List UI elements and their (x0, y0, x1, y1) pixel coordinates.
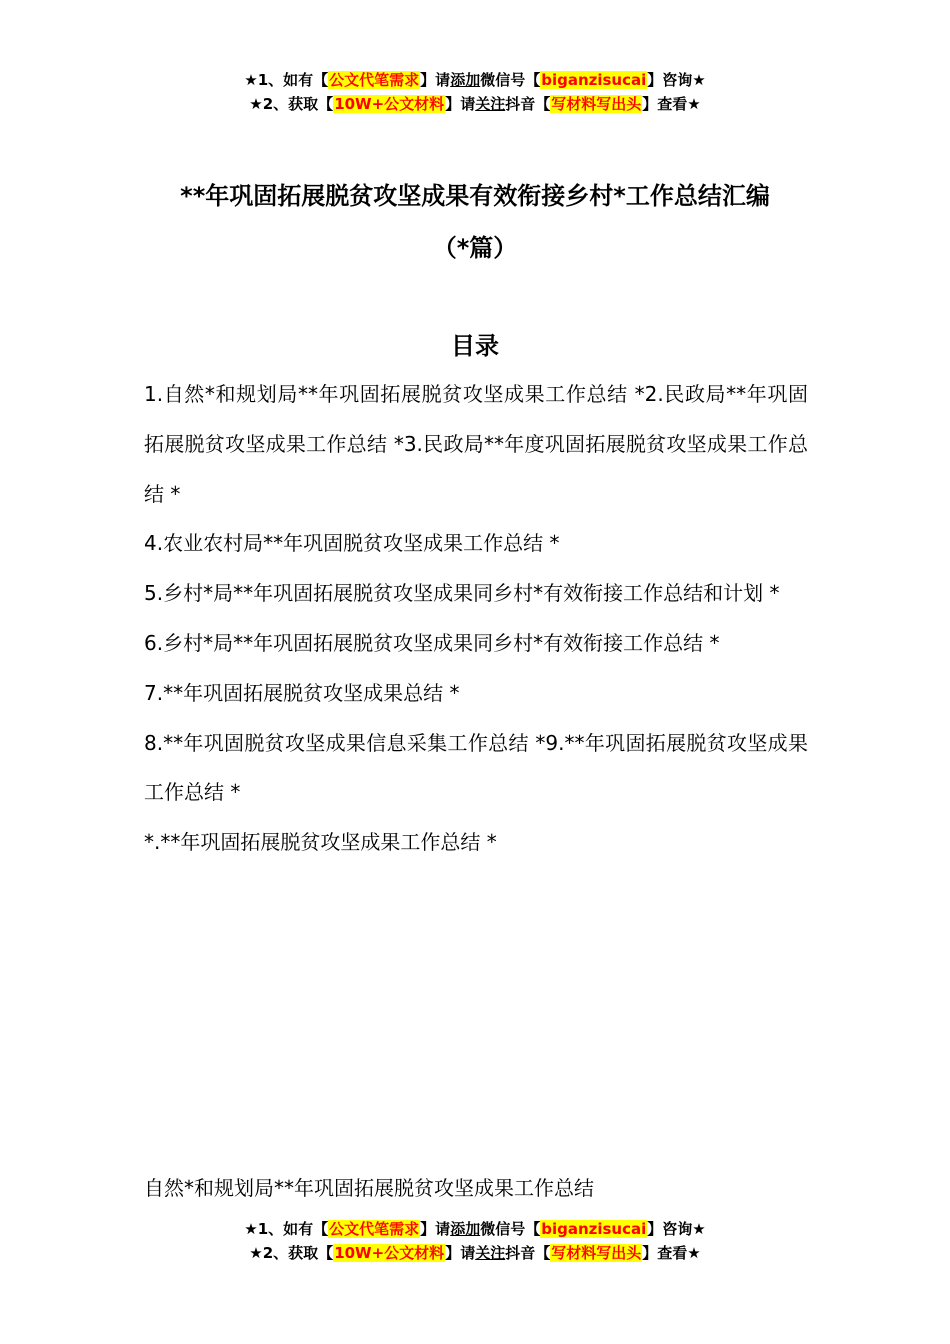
section-title: 自然*和规划局**年巩固拓展脱贫攻坚成果工作总结 (144, 1176, 594, 1200)
header-banner (0, 68, 950, 116)
banner-text: 】查看★ (642, 1244, 701, 1262)
banner-text: 】请 (445, 95, 476, 113)
banner-highlight: 公文代笔需求 (329, 1220, 420, 1238)
toc-item[interactable]: 4.农业农村局**年巩固脱贫攻坚成果工作总结 * (144, 531, 560, 556)
toc-heading: 目录 (451, 332, 499, 360)
banner-highlight: 10W+公文材料 (334, 95, 445, 113)
banner-text: 】请 (445, 1244, 476, 1262)
toc-item[interactable]: *.**年巩固拓展脱贫攻坚成果工作总结 * (144, 830, 497, 855)
banner-text: 】咨询★ (647, 1220, 706, 1238)
banner-highlight: biganzisucai (541, 1220, 647, 1238)
banner-text: 微信号【 (480, 1220, 541, 1238)
banner-text: 微信号【 (480, 71, 541, 89)
banner-text: 抖音【 (505, 1244, 551, 1262)
banner-text: 】咨询★ (647, 71, 706, 89)
document-subtitle: （*篇） (432, 234, 518, 262)
banner-line-1 (0, 1217, 950, 1241)
banner-text: ★2、获取【 (249, 95, 334, 113)
toc-item[interactable]: 1.自然*和规划局**年巩固拓展脱贫攻坚成果工作总结 *2.民政局**年巩固拓展脱贫攻坚成果工作总结 *3.民政局**年度巩固拓展脱贫攻坚成果工作总结 * (144, 382, 808, 506)
banner-line-2 (0, 1241, 950, 1265)
banner-highlight: biganzisucai (541, 71, 647, 89)
toc-item[interactable]: 8.**年巩固脱贫攻坚成果信息采集工作总结 *9.**年巩固拓展脱贫攻坚成果工作总结 * (144, 730, 808, 805)
banner-underlined: 添加 (450, 71, 481, 89)
toc-item[interactable]: 7.**年巩固拓展脱贫攻坚成果总结 * (144, 680, 460, 705)
banner-highlight: 写材料写出头 (551, 1244, 642, 1262)
toc-item[interactable]: 6.乡村*局**年巩固拓展脱贫攻坚成果同乡村*有效衔接工作总结 * (144, 630, 720, 655)
banner-underlined: 关注 (475, 95, 506, 113)
banner-text: ★2、获取【 (249, 1244, 334, 1262)
banner-text: 抖音【 (505, 95, 551, 113)
banner-text: ★1、如有【 (244, 71, 329, 89)
banner-line-1 (0, 68, 950, 92)
banner-text: 】查看★ (642, 95, 701, 113)
banner-text: 】请 (420, 1220, 451, 1238)
footer-banner (0, 1217, 950, 1265)
banner-highlight: 公文代笔需求 (329, 71, 420, 89)
banner-highlight: 10W+公文材料 (334, 1244, 445, 1262)
table-of-contents (144, 370, 808, 868)
banner-highlight: 写材料写出头 (551, 95, 642, 113)
banner-line-2 (0, 92, 950, 116)
toc-item[interactable]: 5.乡村*局**年巩固拓展脱贫攻坚成果同乡村*有效衔接工作总结和计划 * (144, 581, 780, 606)
banner-text: ★1、如有【 (244, 1220, 329, 1238)
document-title: **年巩固拓展脱贫攻坚成果有效衔接乡村*工作总结汇编 (180, 182, 770, 210)
banner-underlined: 添加 (450, 1220, 481, 1238)
banner-text: 】请 (420, 71, 451, 89)
banner-underlined: 关注 (475, 1244, 506, 1262)
